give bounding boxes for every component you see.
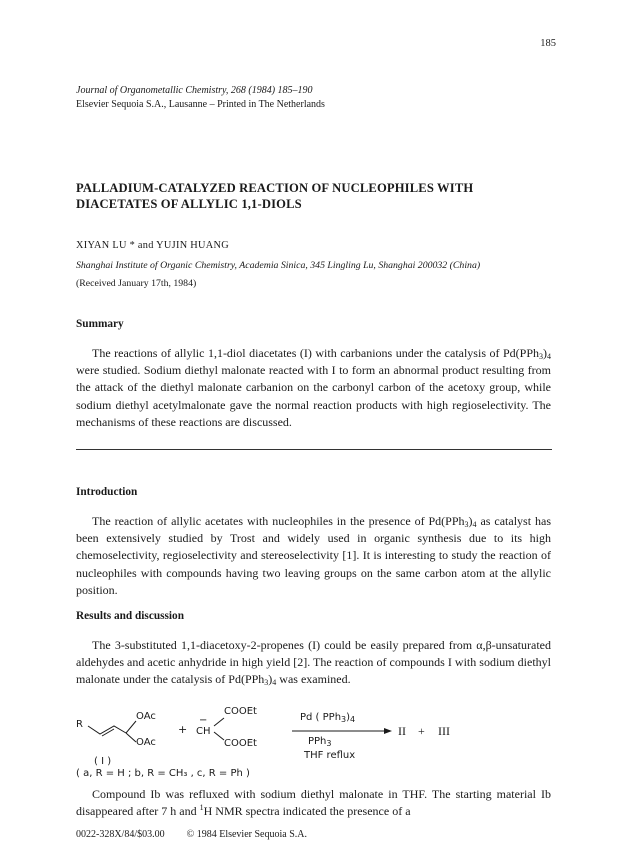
oac-top-label: OAc	[136, 711, 156, 722]
cooet-top-label: COOEt	[224, 706, 257, 717]
conditions-label: THF reflux	[304, 750, 356, 761]
reaction-arrow	[292, 727, 392, 735]
journal-citation	[76, 84, 325, 112]
introduction-heading: Introduction	[76, 486, 138, 498]
oac-bottom-label: OAc	[136, 737, 156, 748]
reaction-scheme	[76, 706, 556, 766]
minus-charge: −	[199, 715, 208, 726]
footer	[76, 829, 307, 840]
article-title: PALLADIUM-CATALYZED REACTION OF NUCLEOPHILES WITH DIACETATES OF ALLYLIC 1,1-DIOLS	[76, 181, 474, 211]
plus-sign: +	[178, 723, 188, 736]
summary-heading: Summary	[76, 318, 124, 330]
cooet-bottom-label: COOEt	[224, 738, 257, 749]
product-iii: III	[438, 724, 450, 738]
plus-sign-products: +	[418, 724, 425, 738]
product-ii: II	[398, 724, 406, 738]
r-group-label: R	[76, 719, 83, 730]
catalyst-label: Pd ( $PPh_3)_4$	[300, 712, 356, 724]
journal-line-1: Journal of Organometallic Chemistry, 268 (1984) 185–190	[76, 85, 313, 96]
reagent-label: PPh$_3$	[308, 736, 332, 748]
journal-line-2: Elsevier Sequoia S.A., Lausanne – Printed in The Netherlands	[76, 99, 325, 110]
results-paragraph: The 3-substituted 1,1-diacetoxy-2-propenes (I) could be easily prepared from α,β-unsaturated aldehydes and acetic anhydride in high yield [2]. The reaction of compounds I with sodium diethyl malonate under the catalysis of $Pd(PPh_3)_4$ was examined.	[76, 638, 551, 688]
ch-label: CH	[196, 726, 211, 737]
introduction-paragraph: The reaction of allylic acetates with nucleophiles in the presence of $Pd(PPh_3)_4$ as catalyst has been extensively studied by Trost and widely used in organic synthesis due to its high chemoselectivity, regioselectivity and stereoselectivity [1]. It is interesting to study the reaction of nucleophiles with compounds having two leaving groups on the same carbon atom at the allylic position.	[76, 514, 551, 597]
substituent-cases: ( a, R = H ; b, R = CH₃ , c, R = Ph )	[76, 768, 250, 779]
affiliation: Shanghai Institute of Organic Chemistry, Academia Sinica, 345 Lingling Lu, Shanghai 200032 (China)	[76, 260, 481, 271]
compound-label: ( I )	[94, 756, 112, 767]
closing-paragraph: Compound Ib was refluxed with sodium diethyl malonate in THF. The starting material Ib disappeared after 7 h and $^1$H NMR spectra indicated the presence of a	[76, 787, 551, 819]
results-heading: Results and discussion	[76, 610, 184, 622]
received-date: (Received January 17th, 1984)	[76, 278, 197, 289]
section-divider	[76, 449, 552, 450]
copyright: © 1984 Elsevier Sequoia S.A.	[186, 829, 307, 840]
issn-code: 0022-328X/84/$03.00	[76, 829, 165, 840]
page-number: 185	[540, 38, 556, 49]
authors: XIYAN LU * and YUJIN HUANG	[76, 240, 229, 251]
summary-paragraph: The reactions of allylic 1,1-diol diacetates (I) with carbanions under the catalysis of $Pd(PPh_3)_4$ were studied. Sodium diethyl malonate reacted with I to form an abnormal product resulting from the attack of the diethyl malonate carbanion on the carbonyl carbon of the acetoxy group, while sodium diethyl acetylmalonate gave the normal reaction products with high regioselectivity. The mechanisms of these reactions are discussed.	[76, 346, 551, 429]
